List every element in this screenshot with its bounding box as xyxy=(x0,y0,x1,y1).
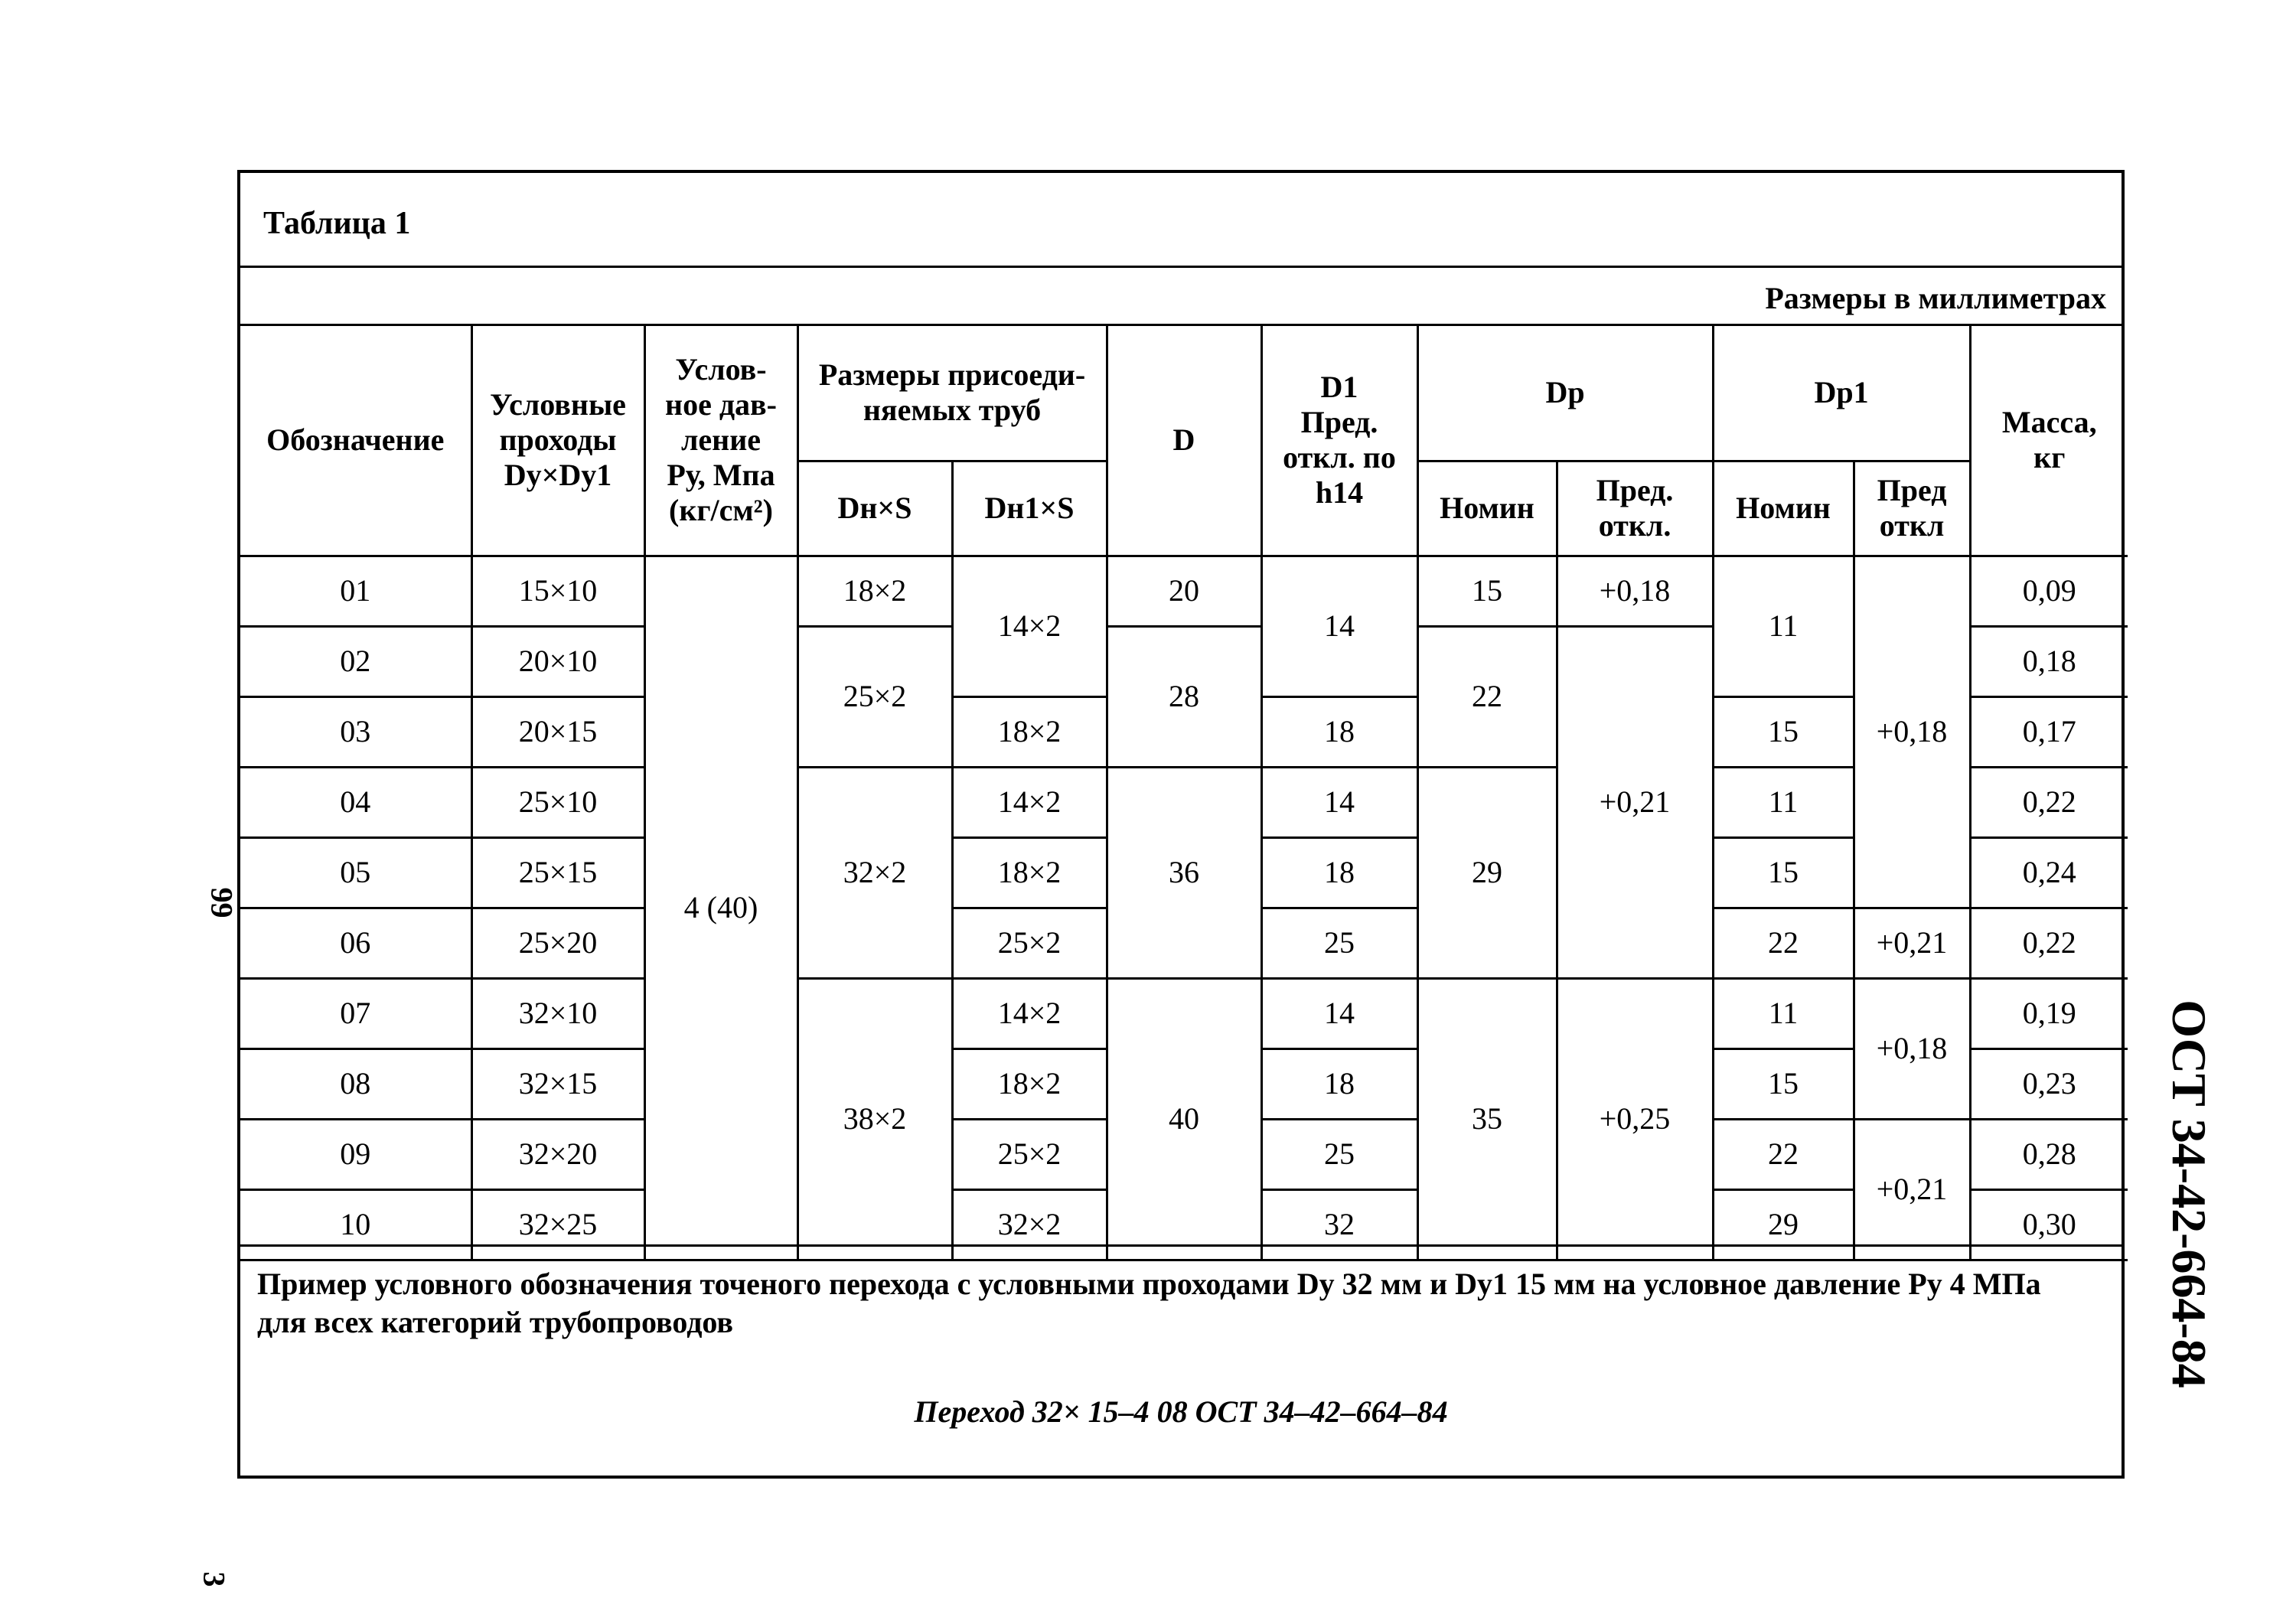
cell-dp-nominal: 35 xyxy=(1417,978,1557,1260)
table-row xyxy=(240,556,2128,626)
cell-dh-s: 18×2 xyxy=(797,556,952,626)
cell-d1: 25 xyxy=(1261,908,1417,978)
cell-mass: 0,19 xyxy=(1970,978,2128,1048)
bottom-margin-mark: 3 xyxy=(197,1571,232,1587)
cell-passages: 15×10 xyxy=(471,556,644,626)
cell-d1: 25 xyxy=(1261,1119,1417,1189)
note-example: Переход 32× 15–4 08 ОСТ 34–42–664–84 xyxy=(914,1394,1448,1429)
cell-dp1-nominal: 15 xyxy=(1713,837,1854,908)
cell-designation: 09 xyxy=(240,1119,471,1189)
table-caption-row xyxy=(240,173,2122,268)
cell-dp-deviation: +0,18 xyxy=(1557,556,1713,626)
cell-mass: 0,22 xyxy=(1970,908,2128,978)
dimensions-table xyxy=(240,326,2128,1261)
cell-mass: 0,09 xyxy=(1970,556,2128,626)
cell-dh1-s: 25×2 xyxy=(952,1119,1107,1189)
header-pressure-label: Услов-ное дав-ление xyxy=(665,352,777,458)
cell-dp1-nominal: 15 xyxy=(1713,1048,1854,1119)
cell-dh1-s: 32×2 xyxy=(952,1189,1107,1260)
header-dp1-deviation: Пред откл xyxy=(1854,461,1970,556)
header-dp-deviation: Пред. откл. xyxy=(1557,461,1713,556)
cell-mass: 0,22 xyxy=(1970,767,2128,837)
cell-passages: 32×10 xyxy=(471,978,644,1048)
note-text: Пример условного обозначения точеного перехода с условными проходами Dу 32 мм и Dу1 15 мм на условное давление Pу 4 МПа для всех категорий трубопроводов xyxy=(257,1267,2041,1339)
cell-designation: 10 xyxy=(240,1189,471,1260)
cell-designation: 01 xyxy=(240,556,471,626)
header-d1 xyxy=(1261,326,1417,556)
cell-mass: 0,18 xyxy=(1970,626,2128,696)
cell-d1: 18 xyxy=(1261,696,1417,767)
cell-dh-s: 25×2 xyxy=(797,626,952,767)
cell-mass: 0,24 xyxy=(1970,837,2128,908)
designation-example-note xyxy=(240,1244,2122,1479)
header-designation: Обозначение xyxy=(240,326,471,556)
cell-dp1-nominal: 15 xyxy=(1713,696,1854,767)
cell-dp1-nominal: 11 xyxy=(1713,978,1854,1048)
units-label: Размеры в миллиметрах xyxy=(1765,281,2106,315)
cell-dh1-s: 18×2 xyxy=(952,837,1107,908)
page-number: 99 xyxy=(204,887,240,918)
cell-d1: 14 xyxy=(1261,978,1417,1048)
cell-dp1-nominal: 29 xyxy=(1713,1189,1854,1260)
cell-d1: 18 xyxy=(1261,837,1417,908)
standard-code-wrapper xyxy=(2162,1000,2216,1388)
cell-d1: 32 xyxy=(1261,1189,1417,1260)
cell-passages: 25×15 xyxy=(471,837,644,908)
header-passages-label: Условные проходы xyxy=(490,387,626,458)
header-row-1 xyxy=(240,326,2128,461)
cell-designation: 08 xyxy=(240,1048,471,1119)
cell-designation: 07 xyxy=(240,978,471,1048)
header-dp1-nominal: Номин xyxy=(1713,461,1854,556)
cell-dp-deviation: +0,21 xyxy=(1557,626,1713,978)
cell-dh1-s: 14×2 xyxy=(952,978,1107,1048)
units-row xyxy=(240,268,2122,326)
cell-dp1-deviation: +0,18 xyxy=(1854,556,1970,908)
cell-dp-nominal: 15 xyxy=(1417,556,1557,626)
cell-d: 28 xyxy=(1107,626,1261,767)
table-frame xyxy=(237,170,2125,1479)
cell-designation: 03 xyxy=(240,696,471,767)
table-row xyxy=(240,767,2128,837)
header-passages-symbol: Dу×Dу1 xyxy=(504,458,612,493)
cell-d: 40 xyxy=(1107,978,1261,1260)
cell-dp1-nominal: 11 xyxy=(1713,767,1854,837)
cell-dp-deviation: +0,25 xyxy=(1557,978,1713,1260)
cell-dh1-s: 14×2 xyxy=(952,556,1107,696)
header-dh-s: Dн×S xyxy=(797,461,952,556)
table-caption: Таблица 1 xyxy=(263,206,411,241)
cell-dp1-deviation: +0,21 xyxy=(1854,1119,1970,1260)
cell-dh-s: 38×2 xyxy=(797,978,952,1260)
cell-dh1-s: 18×2 xyxy=(952,1048,1107,1119)
cell-dh1-s: 25×2 xyxy=(952,908,1107,978)
cell-d: 36 xyxy=(1107,767,1261,978)
header-dh1-s: Dн1×S xyxy=(952,461,1107,556)
cell-dh1-s: 18×2 xyxy=(952,696,1107,767)
standard-code: ОСТ 34-42-664-84 xyxy=(2162,1000,2216,1388)
cell-d1: 14 xyxy=(1261,556,1417,696)
cell-dh-s: 32×2 xyxy=(797,767,952,978)
header-d1-label: D1 xyxy=(1320,370,1358,405)
cell-passages: 32×25 xyxy=(471,1189,644,1260)
header-d: D xyxy=(1107,326,1261,556)
cell-mass: 0,17 xyxy=(1970,696,2128,767)
header-dp-nominal: Номин xyxy=(1417,461,1557,556)
cell-designation: 05 xyxy=(240,837,471,908)
cell-d1: 18 xyxy=(1261,1048,1417,1119)
header-pressure-symbol: Pу, Мпа (кг/см²) xyxy=(667,458,775,528)
cell-dp1-deviation: +0,21 xyxy=(1854,908,1970,978)
header-dp: Dр xyxy=(1417,326,1713,461)
cell-passages: 25×20 xyxy=(471,908,644,978)
cell-designation: 04 xyxy=(240,767,471,837)
cell-mass: 0,30 xyxy=(1970,1189,2128,1260)
cell-pressure: 4 (40) xyxy=(644,556,797,1260)
cell-dp1-nominal: 22 xyxy=(1713,1119,1854,1189)
cell-dp-nominal: 29 xyxy=(1417,767,1557,978)
cell-mass: 0,23 xyxy=(1970,1048,2128,1119)
cell-passages: 20×10 xyxy=(471,626,644,696)
cell-designation: 02 xyxy=(240,626,471,696)
cell-dp-nominal: 22 xyxy=(1417,626,1557,767)
table-row xyxy=(240,978,2128,1048)
cell-designation: 06 xyxy=(240,908,471,978)
cell-mass: 0,28 xyxy=(1970,1119,2128,1189)
cell-dp1-nominal: 22 xyxy=(1713,908,1854,978)
header-d1-deviation: Пред. откл. по h14 xyxy=(1283,405,1396,510)
cell-dh1-s: 14×2 xyxy=(952,767,1107,837)
cell-dp1-nominal: 11 xyxy=(1713,556,1854,696)
cell-passages: 32×15 xyxy=(471,1048,644,1119)
header-pressure xyxy=(644,326,797,556)
header-pipe-sizes: Размеры присоеди-няемых труб xyxy=(797,326,1107,461)
cell-passages: 20×15 xyxy=(471,696,644,767)
header-mass: Масса, кг xyxy=(1970,326,2128,556)
cell-passages: 32×20 xyxy=(471,1119,644,1189)
header-dp1: Dр1 xyxy=(1713,326,1970,461)
header-passages xyxy=(471,326,644,556)
cell-d1: 14 xyxy=(1261,767,1417,837)
cell-passages: 25×10 xyxy=(471,767,644,837)
cell-dp1-deviation: +0,18 xyxy=(1854,978,1970,1119)
cell-d: 20 xyxy=(1107,556,1261,626)
